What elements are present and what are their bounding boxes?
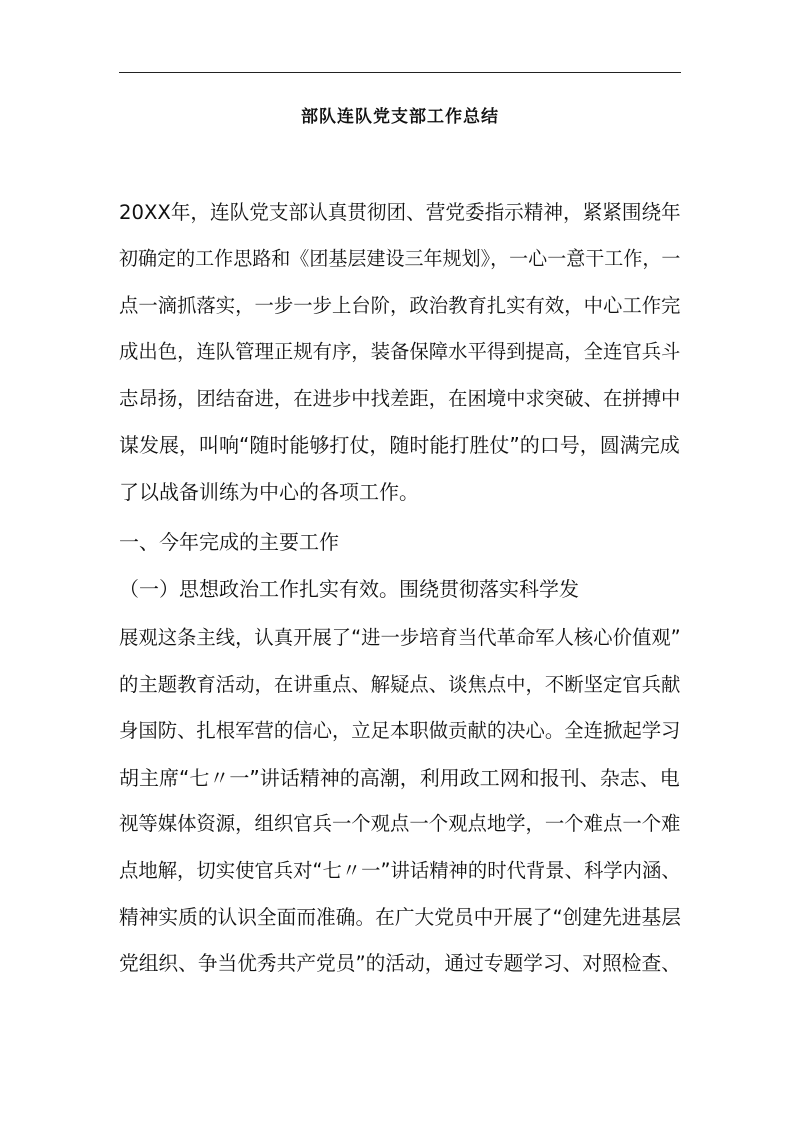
body-line-4: 成出色，连队管理正规有序，装备保障水平得到提高，全连官兵斗 <box>119 340 681 363</box>
body-line-2: 初确定的工作思路和《团基层建设三年规划》，一心一意干工作，一 <box>119 248 681 270</box>
subsection-heading: （一）思想政治工作扎实有效。围绕贯彻落实科学发 <box>119 577 579 601</box>
body-line-11: 的主题教育活动，在讲重点、解疑点、谈焦点中，不断坚定官兵献 <box>119 673 681 696</box>
body-line-14: 视等媒体资源，组织官兵一个观点一个观点地学，一个难点一个难 <box>119 812 681 835</box>
body-line-12: 身国防、扎根军营的信心，立足本职做贡献的决心。全连掀起学习 <box>119 719 681 742</box>
body-line-10: 展观这条主线，认真开展了“进一步培育当代革命军人核心价值观” <box>119 626 681 649</box>
header-rule <box>119 72 681 73</box>
document-title: 部队连队党支部工作总结 <box>301 107 499 127</box>
body-line-5: 志昂扬，团结奋进，在进步中找差距，在困境中求突破、在拼搏中 <box>119 387 681 410</box>
body-line-7: 了以战备训练为中心的各项工作。 <box>119 480 419 504</box>
body-line-1: 20XX年，连队党支部认真贯彻团、营党委指示精神，紧紧围绕年 <box>119 201 681 224</box>
body-line-3: 点一滴抓落实，一步一步上台阶，政治教育扎实有效，中心工作完 <box>119 294 681 317</box>
body-line-13: 胡主席“七〃一”讲话精神的高潮，利用政工网和报刊、杂志、电 <box>119 766 680 790</box>
body-line-16: 精神实质的认识全面而准确。在广大党员中开展了“创建先进基层 <box>119 906 681 929</box>
body-line-6: 谋发展，叫响“随时能够打仗，随时能打胜仗”的口号，圆满完成 <box>119 433 680 457</box>
section-heading: 一、今年完成的主要工作 <box>119 530 339 554</box>
body-line-15: 点地解，切实使官兵对“七〃一”讲话精神的时代背景、科学内涵、 <box>119 859 681 882</box>
body-line-17: 党组织、争当优秀共产党员”的活动，通过专题学习、对照检查、 <box>119 952 681 975</box>
